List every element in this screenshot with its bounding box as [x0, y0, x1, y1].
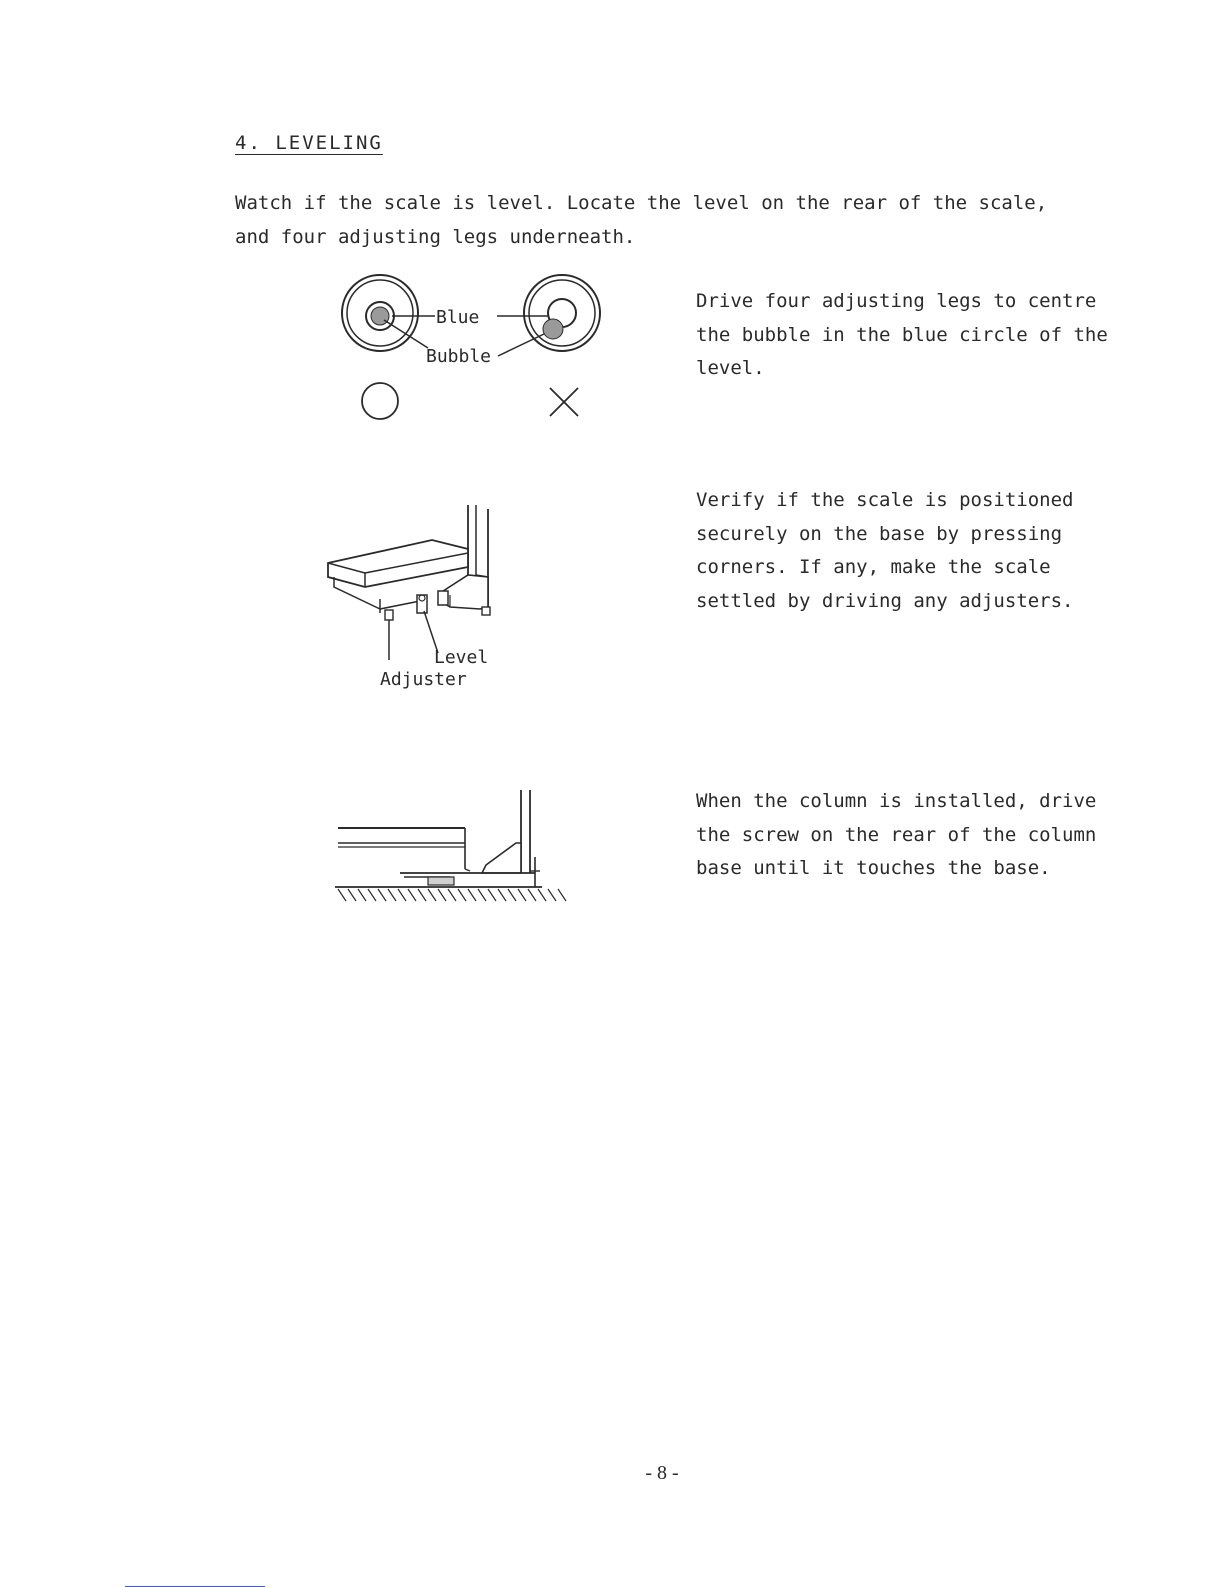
- label-level: Level: [434, 647, 489, 668]
- circle-icon: [362, 383, 398, 419]
- section-title: 4. LEVELING: [235, 132, 383, 154]
- step-2-text: Verify if the scale is positioned securely on the base by pressing corners. If any, make the scale settled by driving any adjusters.: [696, 489, 1074, 612]
- intro-paragraph: Watch if the scale is level. Locate the level on the rear of the scale, and four adjusting legs underneath.: [235, 192, 1048, 248]
- page-number: - 8 -: [645, 1462, 679, 1484]
- ground-hatching: [338, 889, 566, 901]
- label-adjuster: Adjuster: [380, 669, 467, 690]
- column-screw-figure: [330, 785, 575, 910]
- scale-adjuster-figure: [320, 495, 520, 695]
- step-3-text: When the column is installed, drive the screw on the rear of the column base until it touches the base.: [696, 790, 1097, 879]
- cross-icon: [550, 388, 578, 416]
- level-correct-icon: [342, 275, 418, 351]
- label-bubble: Bubble: [426, 346, 492, 367]
- level-incorrect-icon: [524, 275, 600, 351]
- step-1-text: Drive four adjusting legs to centre the bubble in the blue circle of the level.: [696, 290, 1108, 379]
- label-blue: Blue: [436, 307, 480, 328]
- level-bubble-figure: [330, 270, 630, 430]
